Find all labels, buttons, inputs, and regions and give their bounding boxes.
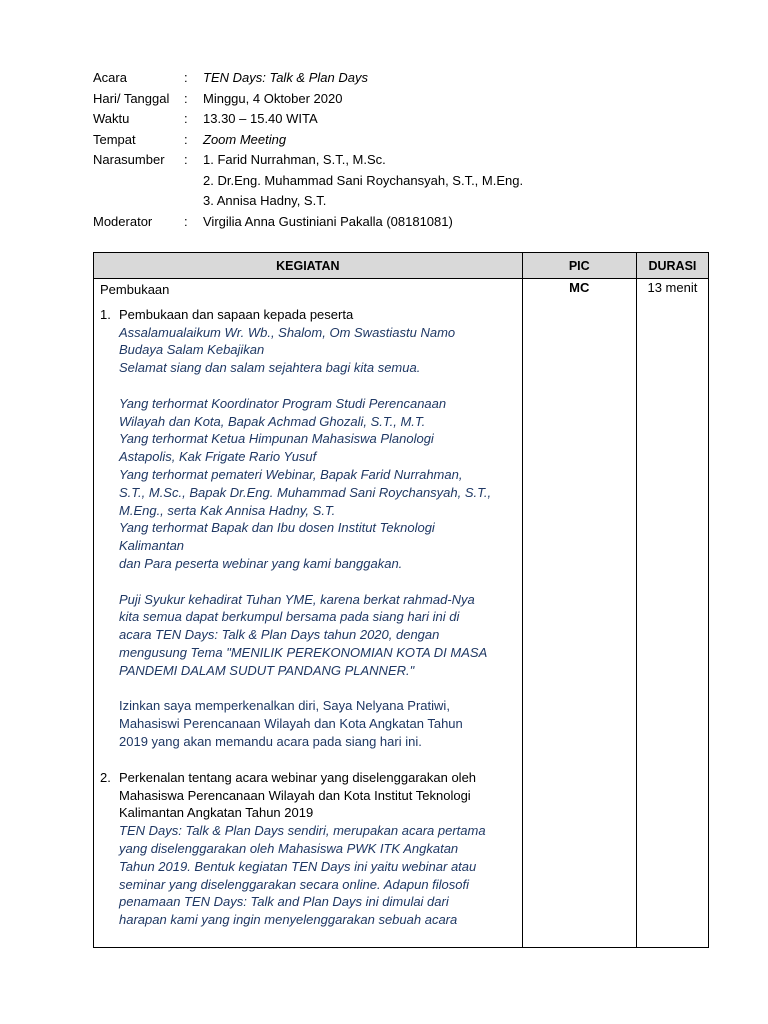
text-line: Izinkan saya memperkenalkan diri, Saya Nelyana Pratiwi, xyxy=(119,698,450,714)
text-line: acara TEN Days: Talk & Plan Days tahun 2020, dengan xyxy=(119,627,440,643)
info-colon: : xyxy=(184,152,188,167)
text-line: Yang terhormat pemateri Webinar, Bapak Farid Nurrahman, xyxy=(119,466,463,482)
text-line: mengusung Tema "MENILIK PEREKONOMIAN KOTA DI MASA xyxy=(119,644,488,660)
text-line: harapan kami yang ingin menyelenggarakan sebuah acara xyxy=(119,912,458,928)
info-colon: : xyxy=(184,131,188,147)
text-line: Assalamualaikum Wr. Wb., Shalom, Om Swastiastu Namo xyxy=(119,324,456,340)
text-line: penamaan TEN Days: Talk and Plan Days ini dimulai dari xyxy=(119,894,449,910)
info-label: Moderator xyxy=(93,213,153,229)
text-line: Mahasiswi Perencanaan Wilayah dan Kota Angkatan Tahun xyxy=(119,716,463,732)
info-colon: : xyxy=(184,70,188,85)
text-line: S.T., M.Sc., Bapak Dr.Eng. Muhammad Sani Roychansyah, S.T., xyxy=(119,484,492,500)
item-title-line: Perkenalan tentang acara webinar yang diselenggarakan oleh xyxy=(119,769,477,785)
text-line: Selamat siang dan salam sejahtera bagi kita semua. xyxy=(119,360,421,376)
item-number: 1. xyxy=(100,306,111,322)
item-title: Pembukaan dan sapaan kepada peserta xyxy=(119,306,354,322)
info-value: 3. Annisa Hadny, S.T. xyxy=(203,193,327,208)
item-title-line: Kalimantan Angkatan Tahun 2019 xyxy=(119,805,314,821)
section-title: Pembukaan xyxy=(100,282,170,297)
text-line: kita semua dapat berkumpul bersama pada siang hari ini di xyxy=(119,609,460,625)
text-line: PANDEMI DALAM SUDUT PANDANG PLANNER." xyxy=(119,662,415,678)
text-line: Yang terhormat Koordinator Program Studi Perencanaan xyxy=(119,395,447,411)
info-label: Narasumber xyxy=(93,152,165,167)
text-line: dan Para peserta webinar yang kami banggakan. xyxy=(119,555,403,571)
info-value: TEN Days: Talk & Plan Days xyxy=(203,70,368,85)
header-durasi: DURASI xyxy=(636,253,708,279)
info-value: 2. Dr.Eng. Muhammad Sani Roychansyah, S.T., M.Eng. xyxy=(203,172,524,188)
kegiatan-cell xyxy=(94,279,523,948)
info-value: Virgilia Anna Gustiniani Pakalla (08181081) xyxy=(203,213,453,229)
info-label: Acara xyxy=(93,70,127,85)
text-line: yang diselenggarakan oleh Mahasiswa PWK ITK Angkatan xyxy=(119,840,459,856)
item-number: 2. xyxy=(100,769,111,785)
text-line: TEN Days: Talk & Plan Days sendiri, merupakan acara pertama xyxy=(119,823,486,839)
header-pic: PIC xyxy=(522,253,636,279)
info-colon: : xyxy=(184,111,188,126)
text-line: Yang terhormat Bapak dan Ibu dosen Institut Teknologi xyxy=(119,520,435,536)
text-line: M.Eng., serta Kak Annisa Hadny, S.T. xyxy=(119,502,336,518)
table-header-row xyxy=(94,253,709,279)
info-value: 13.30 – 15.40 WITA xyxy=(203,111,318,126)
info-value: Minggu, 4 Oktober 2020 xyxy=(203,90,343,106)
text-line: 2019 yang akan memandu acara pada siang hari ini. xyxy=(119,733,422,749)
text-line: Budaya Salam Kebajikan xyxy=(119,342,265,358)
agenda-table xyxy=(93,252,709,948)
text-line: Astapolis, Kak Frigate Rario Yusuf xyxy=(119,449,317,465)
info-label: Waktu xyxy=(93,111,130,126)
list-item-2 xyxy=(100,769,516,929)
pic-cell: MC xyxy=(522,279,636,948)
info-value: 1. Farid Nurrahman, S.T., M.Sc. xyxy=(203,152,386,167)
text-line: Wilayah dan Kota, Bapak Achmad Ghozali, S.T., M.T. xyxy=(119,413,426,429)
durasi-cell: 13 menit xyxy=(636,279,708,948)
header-kegiatan: KEGIATAN xyxy=(94,253,523,279)
text-line: Yang terhormat Ketua Himpunan Mahasiswa Planologi xyxy=(119,431,434,447)
info-label: Tempat xyxy=(93,131,136,147)
item-title-line: Mahasiswa Perencanaan Wilayah dan Kota Institut Teknologi xyxy=(119,787,471,803)
list-item-1 xyxy=(100,306,516,751)
info-value: Zoom Meeting xyxy=(203,131,287,147)
text-line: Kalimantan xyxy=(119,538,185,554)
table-row xyxy=(94,279,709,948)
info-colon: : xyxy=(184,213,188,229)
info-colon: : xyxy=(184,90,188,106)
text-line: seminar yang diselenggarakan secara online. Adapun filosofi xyxy=(119,876,470,892)
text-line: Tahun 2019. Bentuk kegiatan TEN Days ini yaitu webinar atau xyxy=(119,858,477,874)
text-line: Puji Syukur kehadirat Tuhan YME, karena berkat rahmad-Nya xyxy=(119,591,475,607)
info-label: Hari/ Tanggal xyxy=(93,90,170,106)
